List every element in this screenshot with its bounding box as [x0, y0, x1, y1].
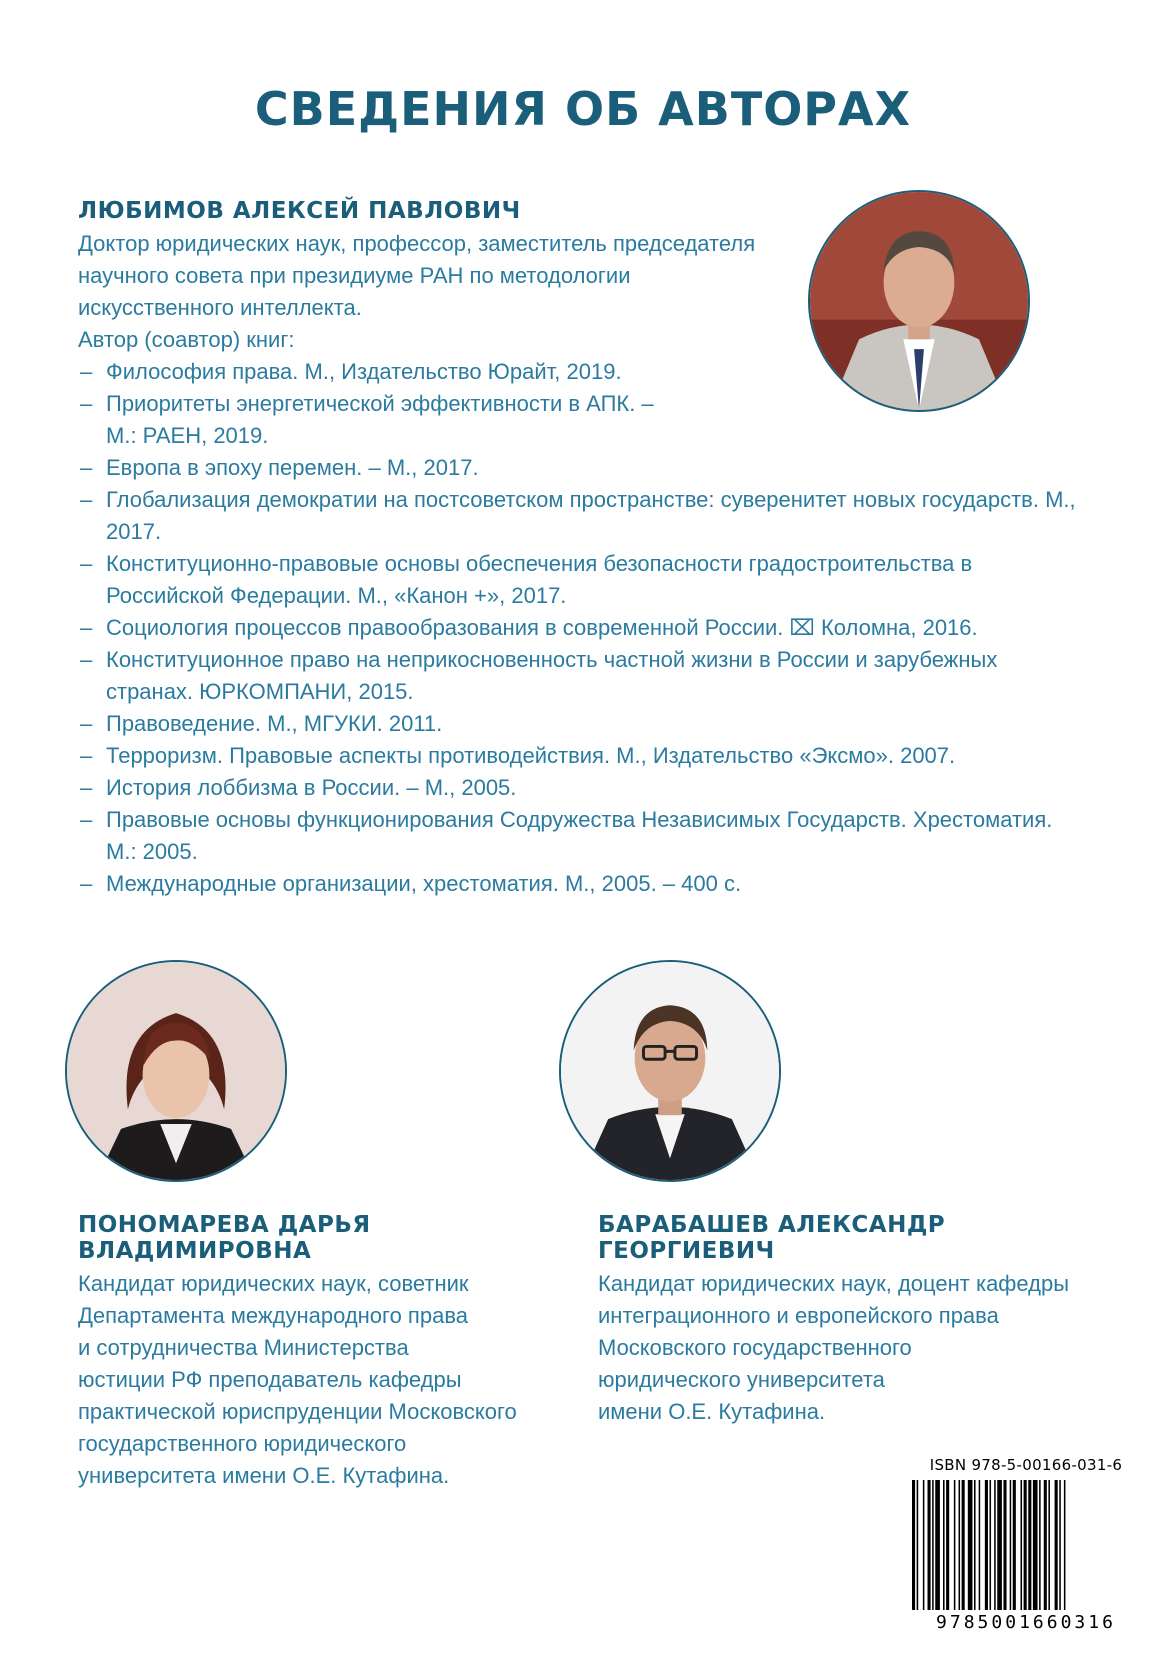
barcode-bar — [997, 1480, 1002, 1610]
bio-line: и сотрудничества Министерства — [78, 1335, 409, 1360]
bio-line: научного совета при президиуме РАН по методологии — [78, 263, 631, 288]
bio-line: юридического университета — [598, 1367, 885, 1392]
author-photo-barabashev — [559, 960, 781, 1182]
barcode-bar — [1059, 1480, 1061, 1610]
bio-line: Московского государственного — [598, 1335, 912, 1360]
ean-digits: 9785001660316 — [936, 1612, 1116, 1633]
barcode-bar — [1064, 1480, 1066, 1610]
barcode-bar — [954, 1480, 956, 1610]
page-title: СВЕДЕНИЯ ОБ АВТОРАХ — [254, 82, 912, 136]
barcode-bar — [1013, 1480, 1016, 1610]
book-item: – Правоведение. М., МГУКИ. 2011. — [78, 708, 1088, 740]
barcode-bar — [1039, 1480, 1041, 1610]
barcode-bar — [1044, 1480, 1047, 1610]
barcode-bar — [923, 1480, 925, 1610]
author-barabashev — [598, 1212, 1098, 1428]
book-item: – Правовые основы функционирования Содружества Независимых Государств. Хрестоматия. М.: 2005. — [78, 804, 1076, 868]
barcode-bar — [932, 1480, 934, 1610]
bio-line: Кандидат юридических наук, советник — [78, 1271, 469, 1296]
barcode-bar — [959, 1480, 961, 1610]
author-bio — [598, 1268, 1098, 1428]
book-item: – Конституционное право на неприкосновенность частной жизни в России и зарубежных странах. ЮРКОМПАНИ, 2015. — [78, 644, 1046, 708]
barcode-bar — [928, 1480, 931, 1610]
barcode-bar — [1028, 1480, 1031, 1610]
bio-line: Департамента международного права — [78, 1303, 468, 1328]
barcode-bar — [935, 1480, 940, 1610]
book-item: – Конституционно-правовые основы обеспечения безопасности градостроительства в Российской Федерации. М., «Канон +», 2017. — [78, 548, 996, 612]
barcode-bar — [979, 1480, 981, 1610]
books-intro: Автор (соавтор) книг: — [78, 327, 295, 352]
barcode-bar — [917, 1480, 919, 1610]
book-item: – Международные организации, хрестоматия. М., 2005. – 400 с. — [78, 868, 1088, 900]
barcode-bar — [1010, 1480, 1012, 1610]
book-list — [78, 356, 1088, 900]
barcode-bars — [912, 1480, 1142, 1610]
barcode-bar — [1021, 1480, 1023, 1610]
bio-line: Доктор юридических наук, профессор, заместитель председателя — [78, 231, 756, 256]
author-ponomareva — [78, 1212, 558, 1492]
bio-line: имени О.Е. Кутафина. — [598, 1399, 826, 1424]
barcode-bar — [990, 1480, 992, 1610]
bio-line: интеграционного и европейского права — [598, 1303, 999, 1328]
isbn-barcode — [906, 1456, 1146, 1636]
barcode-bar — [985, 1480, 988, 1610]
barcode-bar — [946, 1480, 949, 1610]
author-name: БАРАБАШЕВ АЛЕКСАНДР ГЕОРГИЕВИЧ — [598, 1212, 946, 1264]
book-item: – Философия права. М., Издательство Юрайт, 2019. — [78, 356, 1088, 388]
bio-line: государственного юридического — [78, 1431, 407, 1456]
book-item: – Социология процессов правообразования в современной России. ⌧ Коломна, 2016. — [78, 612, 1088, 644]
barcode-bar — [962, 1480, 965, 1610]
barcode-bar — [974, 1480, 976, 1610]
bio-line: юстиции РФ преподаватель кафедры — [78, 1367, 462, 1392]
book-item: – История лоббизма в России. – М., 2005. — [78, 772, 1088, 804]
bio-line: университета имени О.Е. Кутафина. — [78, 1463, 450, 1488]
author-bio — [78, 1268, 558, 1492]
bio-line: искусственного интеллекта. — [78, 295, 362, 320]
bio-line: Кандидат юридических наук, доцент кафедры — [598, 1271, 1070, 1296]
bio-line: практической юриспруденции Московского — [78, 1399, 517, 1424]
barcode-bar — [1033, 1480, 1038, 1610]
author-photo-lyubimov — [808, 190, 1030, 412]
author-name: ПОНОМАРЕВА ДАРЬЯ ВЛАДИМИРОВНА — [78, 1212, 371, 1264]
isbn-label: ISBN 978-5-00166-031-6 — [929, 1456, 1123, 1474]
barcode-bar — [1048, 1480, 1050, 1610]
barcode-bar — [912, 1480, 915, 1610]
barcode-bar — [943, 1480, 945, 1610]
barcode-bar — [1055, 1480, 1058, 1610]
barcode-bar — [1003, 1480, 1006, 1610]
barcode-bar — [968, 1480, 973, 1610]
book-item: – Глобализация демократии на постсоветском пространстве: суверенитет новых государств. М., 2017. — [78, 484, 1076, 548]
author-photo-ponomareva — [65, 960, 287, 1182]
author-name: ЛЮБИМОВ АЛЕКСЕЙ ПАВЛОВИЧ — [78, 198, 521, 224]
book-item: – Приоритеты энергетической эффективности в АПК. – М.: РАЕН, 2019. — [78, 388, 666, 452]
book-item: – Европа в эпоху перемен. – М., 2017. — [78, 452, 1088, 484]
book-item: – Терроризм. Правовые аспекты противодействия. М., Издательство «Эксмо». 2007. — [78, 740, 1088, 772]
barcode-bar — [1024, 1480, 1027, 1610]
barcode-bar — [994, 1480, 996, 1610]
